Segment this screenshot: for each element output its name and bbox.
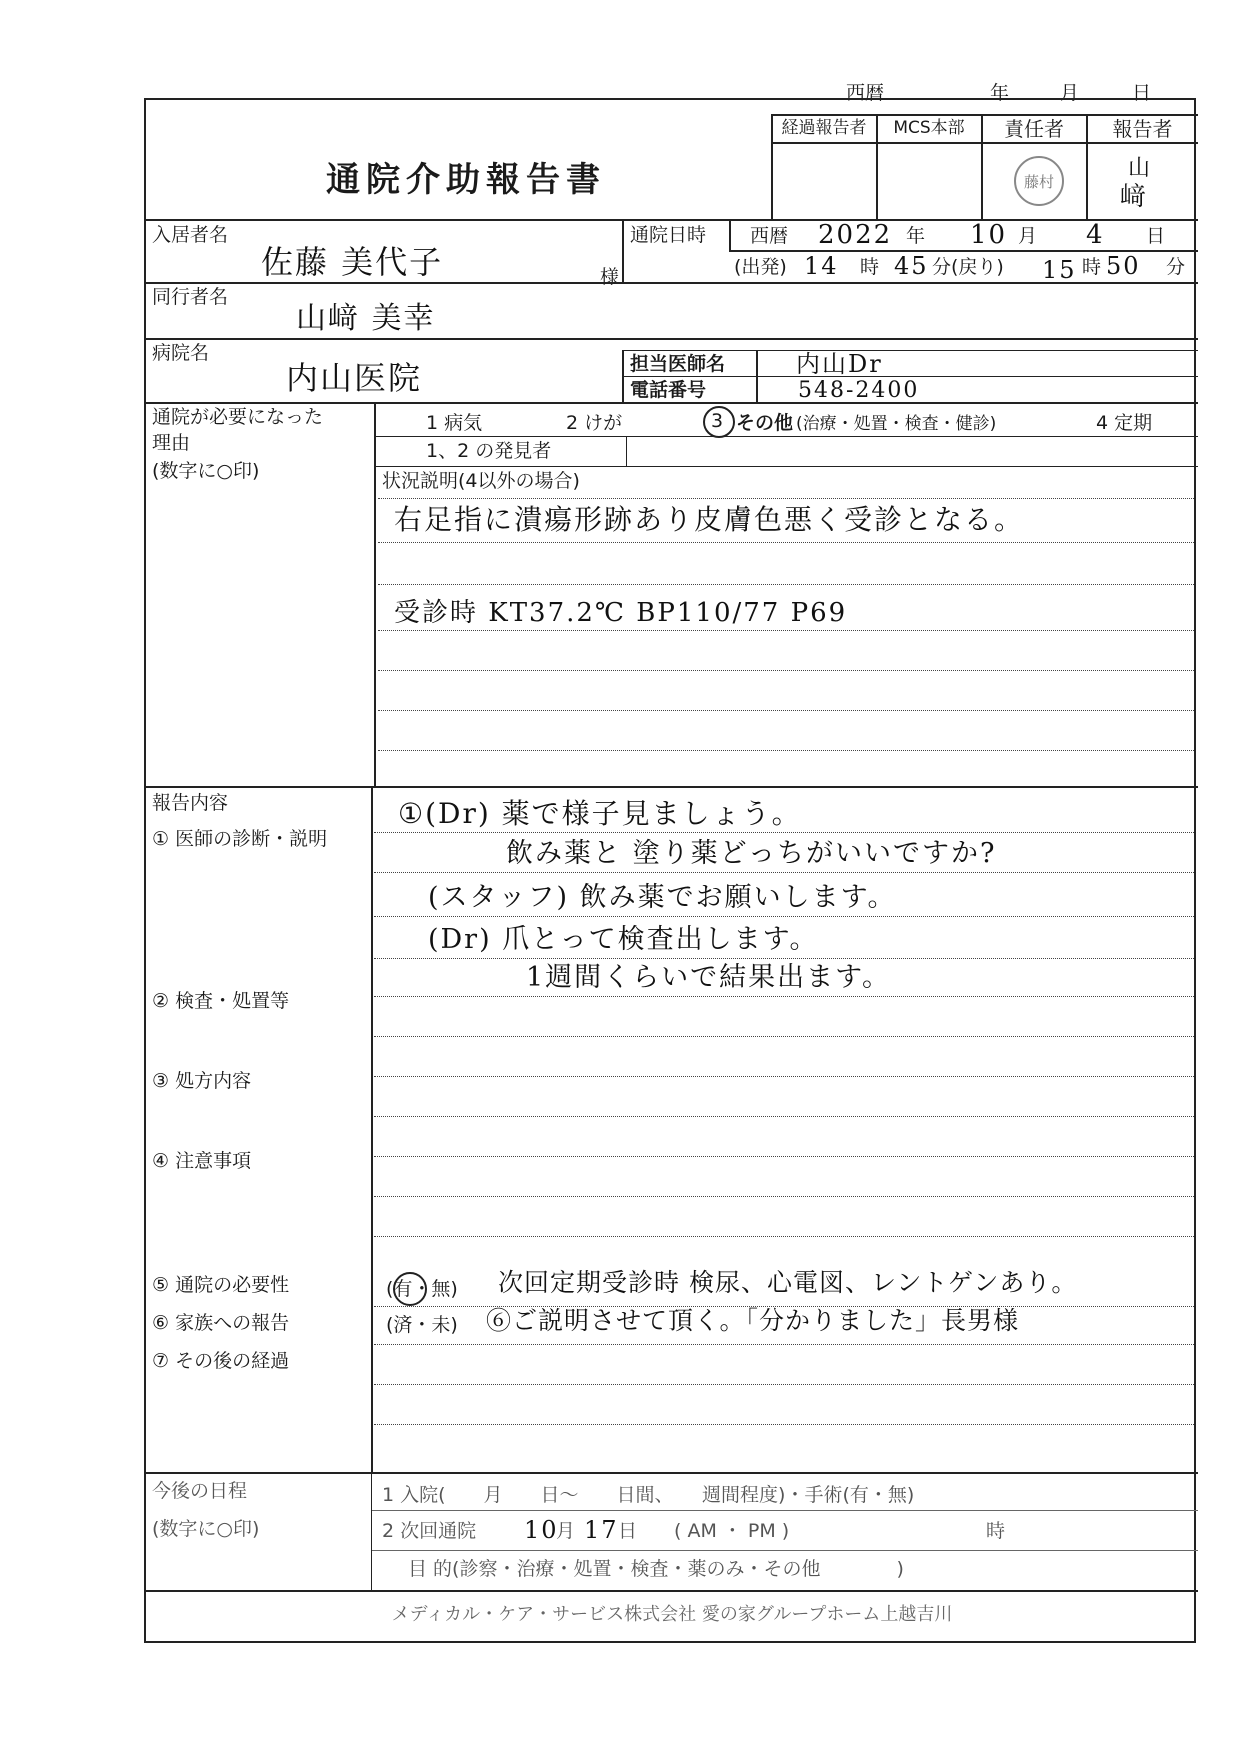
- depart-minute: 45: [894, 252, 929, 280]
- visit-year: 2022: [818, 220, 893, 250]
- report-label: 報告内容: [152, 792, 229, 814]
- reason-label-2: 理由: [152, 432, 191, 454]
- visit-calendar-label: 西暦: [750, 225, 789, 247]
- situation-line-1: 右足指に潰瘍形跡あり皮膚色悪く受診となる。: [394, 503, 1025, 536]
- next-visit-ampm: ( AM ・ PM ): [674, 1520, 790, 1542]
- resident-honorific: 様: [600, 266, 620, 288]
- report-line-3: (スタッフ) 飲み薬でお願いします。: [428, 882, 897, 913]
- necessity-text: 次回定期受診時 検尿、心電図、レントゲンあり。: [498, 1268, 1078, 1297]
- hospital-label: 病院名: [152, 342, 210, 364]
- schedule-row-3: 目 的(診察・治療・処置・検査・薬のみ・その他 ): [408, 1558, 904, 1580]
- responsible-stamp: 藤村: [1014, 156, 1064, 206]
- next-visit-month: 10: [524, 1516, 559, 1544]
- necessity-choice: (有・無): [386, 1278, 458, 1300]
- reason-option-3-detail: (治療・処置・検査・健診): [796, 414, 997, 434]
- return-minute: 50: [1106, 252, 1141, 280]
- report-line-4: (Dr) 爪とって検査出します。: [428, 924, 819, 955]
- visit-month: 10: [970, 220, 1008, 250]
- next-visit-day: 17: [584, 1516, 619, 1544]
- reason-option-4: 4 定期: [1096, 412, 1153, 434]
- schedule-label-2: (数字に○印): [152, 1518, 260, 1540]
- return-min-unit: 分: [1166, 256, 1186, 278]
- report-form: [144, 98, 1196, 1643]
- report-item-5: ⑤ 通院の必要性: [152, 1274, 290, 1296]
- next-visit-month-unit: 月: [556, 1520, 576, 1542]
- reason-option-3: その他: [736, 412, 794, 434]
- reason-option-1: 1 病気: [426, 412, 483, 434]
- resident-name: 佐藤 美代子: [261, 243, 444, 281]
- companion-name: 山﨑 美幸: [296, 301, 436, 336]
- header-day-label: 日: [1132, 82, 1152, 104]
- schedule-row-2-prefix: 2 次回通院: [382, 1520, 477, 1542]
- depart-hour: 14: [804, 252, 839, 280]
- report-item-2: ② 検査・処置等: [152, 990, 290, 1012]
- reason-label-1: 通院が必要になった: [152, 406, 324, 428]
- header-calendar-label: 西暦: [846, 82, 885, 104]
- reporter-header: 報告者: [1112, 117, 1173, 141]
- visit-date-label: 通院日時: [630, 224, 707, 246]
- depart-label: (出発): [734, 256, 787, 278]
- form-title: 通院介助報告書: [326, 160, 606, 200]
- resident-label: 入居者名: [152, 224, 229, 246]
- report-item-4: ④ 注意事項: [152, 1150, 252, 1172]
- reason-option-3-number: 3: [711, 410, 724, 432]
- depart-hour-unit: 時: [860, 256, 880, 278]
- situation-line-2: 受診時 KT37.2℃ BP110/77 P69: [394, 598, 848, 628]
- reason-label-3: (数字に○印): [152, 460, 260, 482]
- companion-label: 同行者名: [152, 286, 229, 308]
- report-line-2: 飲み薬と 塗り薬どっちがいいですか?: [506, 838, 997, 869]
- phone-number: 548-2400: [798, 378, 920, 403]
- visit-day: 4: [1086, 220, 1105, 250]
- progress-reporter-header: 経過報告者: [781, 118, 867, 138]
- report-item-7: ⑦ その後の経過: [152, 1350, 290, 1372]
- family-text: ⑥ご説明させて頂く。「分かりました」長男様: [486, 1306, 1020, 1335]
- report-line-1: ①(Dr) 薬で様子見ましょう。: [398, 797, 802, 830]
- report-line-5: 1週間くらいで結果出ます。: [526, 962, 892, 993]
- schedule-row-1: 1 入院( 月 日～ 日間、 週間程度)・手術(有・無): [382, 1484, 915, 1506]
- mcs-hq-header: MCS本部: [893, 118, 965, 138]
- schedule-label-1: 今後の日程: [152, 1480, 248, 1502]
- return-hour-unit: 時: [1082, 256, 1102, 278]
- visit-year-unit: 年: [906, 225, 926, 247]
- situation-label: 状況説明(4以外の場合): [382, 470, 580, 492]
- next-visit-day-unit: 日: [618, 1520, 638, 1542]
- hospital-name: 内山医院: [286, 359, 423, 397]
- report-item-1: ① 医師の診断・説明: [152, 828, 328, 850]
- report-item-3: ③ 処方内容: [152, 1070, 252, 1092]
- next-visit-hour-unit: 時: [986, 1520, 1006, 1542]
- doctor-label: 担当医師名: [630, 353, 726, 375]
- depart-min-return-label: 分(戻り): [932, 256, 1004, 278]
- phone-label: 電話番号: [630, 379, 707, 401]
- necessity-yes-circle: [393, 1272, 427, 1306]
- reason-option-2: 2 けが: [566, 412, 623, 434]
- report-item-6: ⑥ 家族への報告: [152, 1312, 290, 1334]
- reporter-signature-1: 山: [1128, 156, 1153, 181]
- header-year-label: 年: [990, 82, 1010, 104]
- doctor-name: 内山Dr: [796, 350, 883, 378]
- family-choice: (済・未): [386, 1314, 458, 1336]
- visit-day-unit: 日: [1146, 225, 1166, 247]
- header-month-label: 月: [1060, 82, 1080, 104]
- visit-month-unit: 月: [1018, 225, 1038, 247]
- footer-company: メディカル・ケア・サービス株式会社 愛の家グループホーム上越吉川: [391, 1604, 953, 1625]
- discoverer-label: 1、2 の発見者: [426, 440, 552, 462]
- responsible-header: 責任者: [1004, 117, 1064, 141]
- return-hour: 15: [1042, 256, 1077, 284]
- reporter-signature-2: 﨑: [1120, 182, 1149, 212]
